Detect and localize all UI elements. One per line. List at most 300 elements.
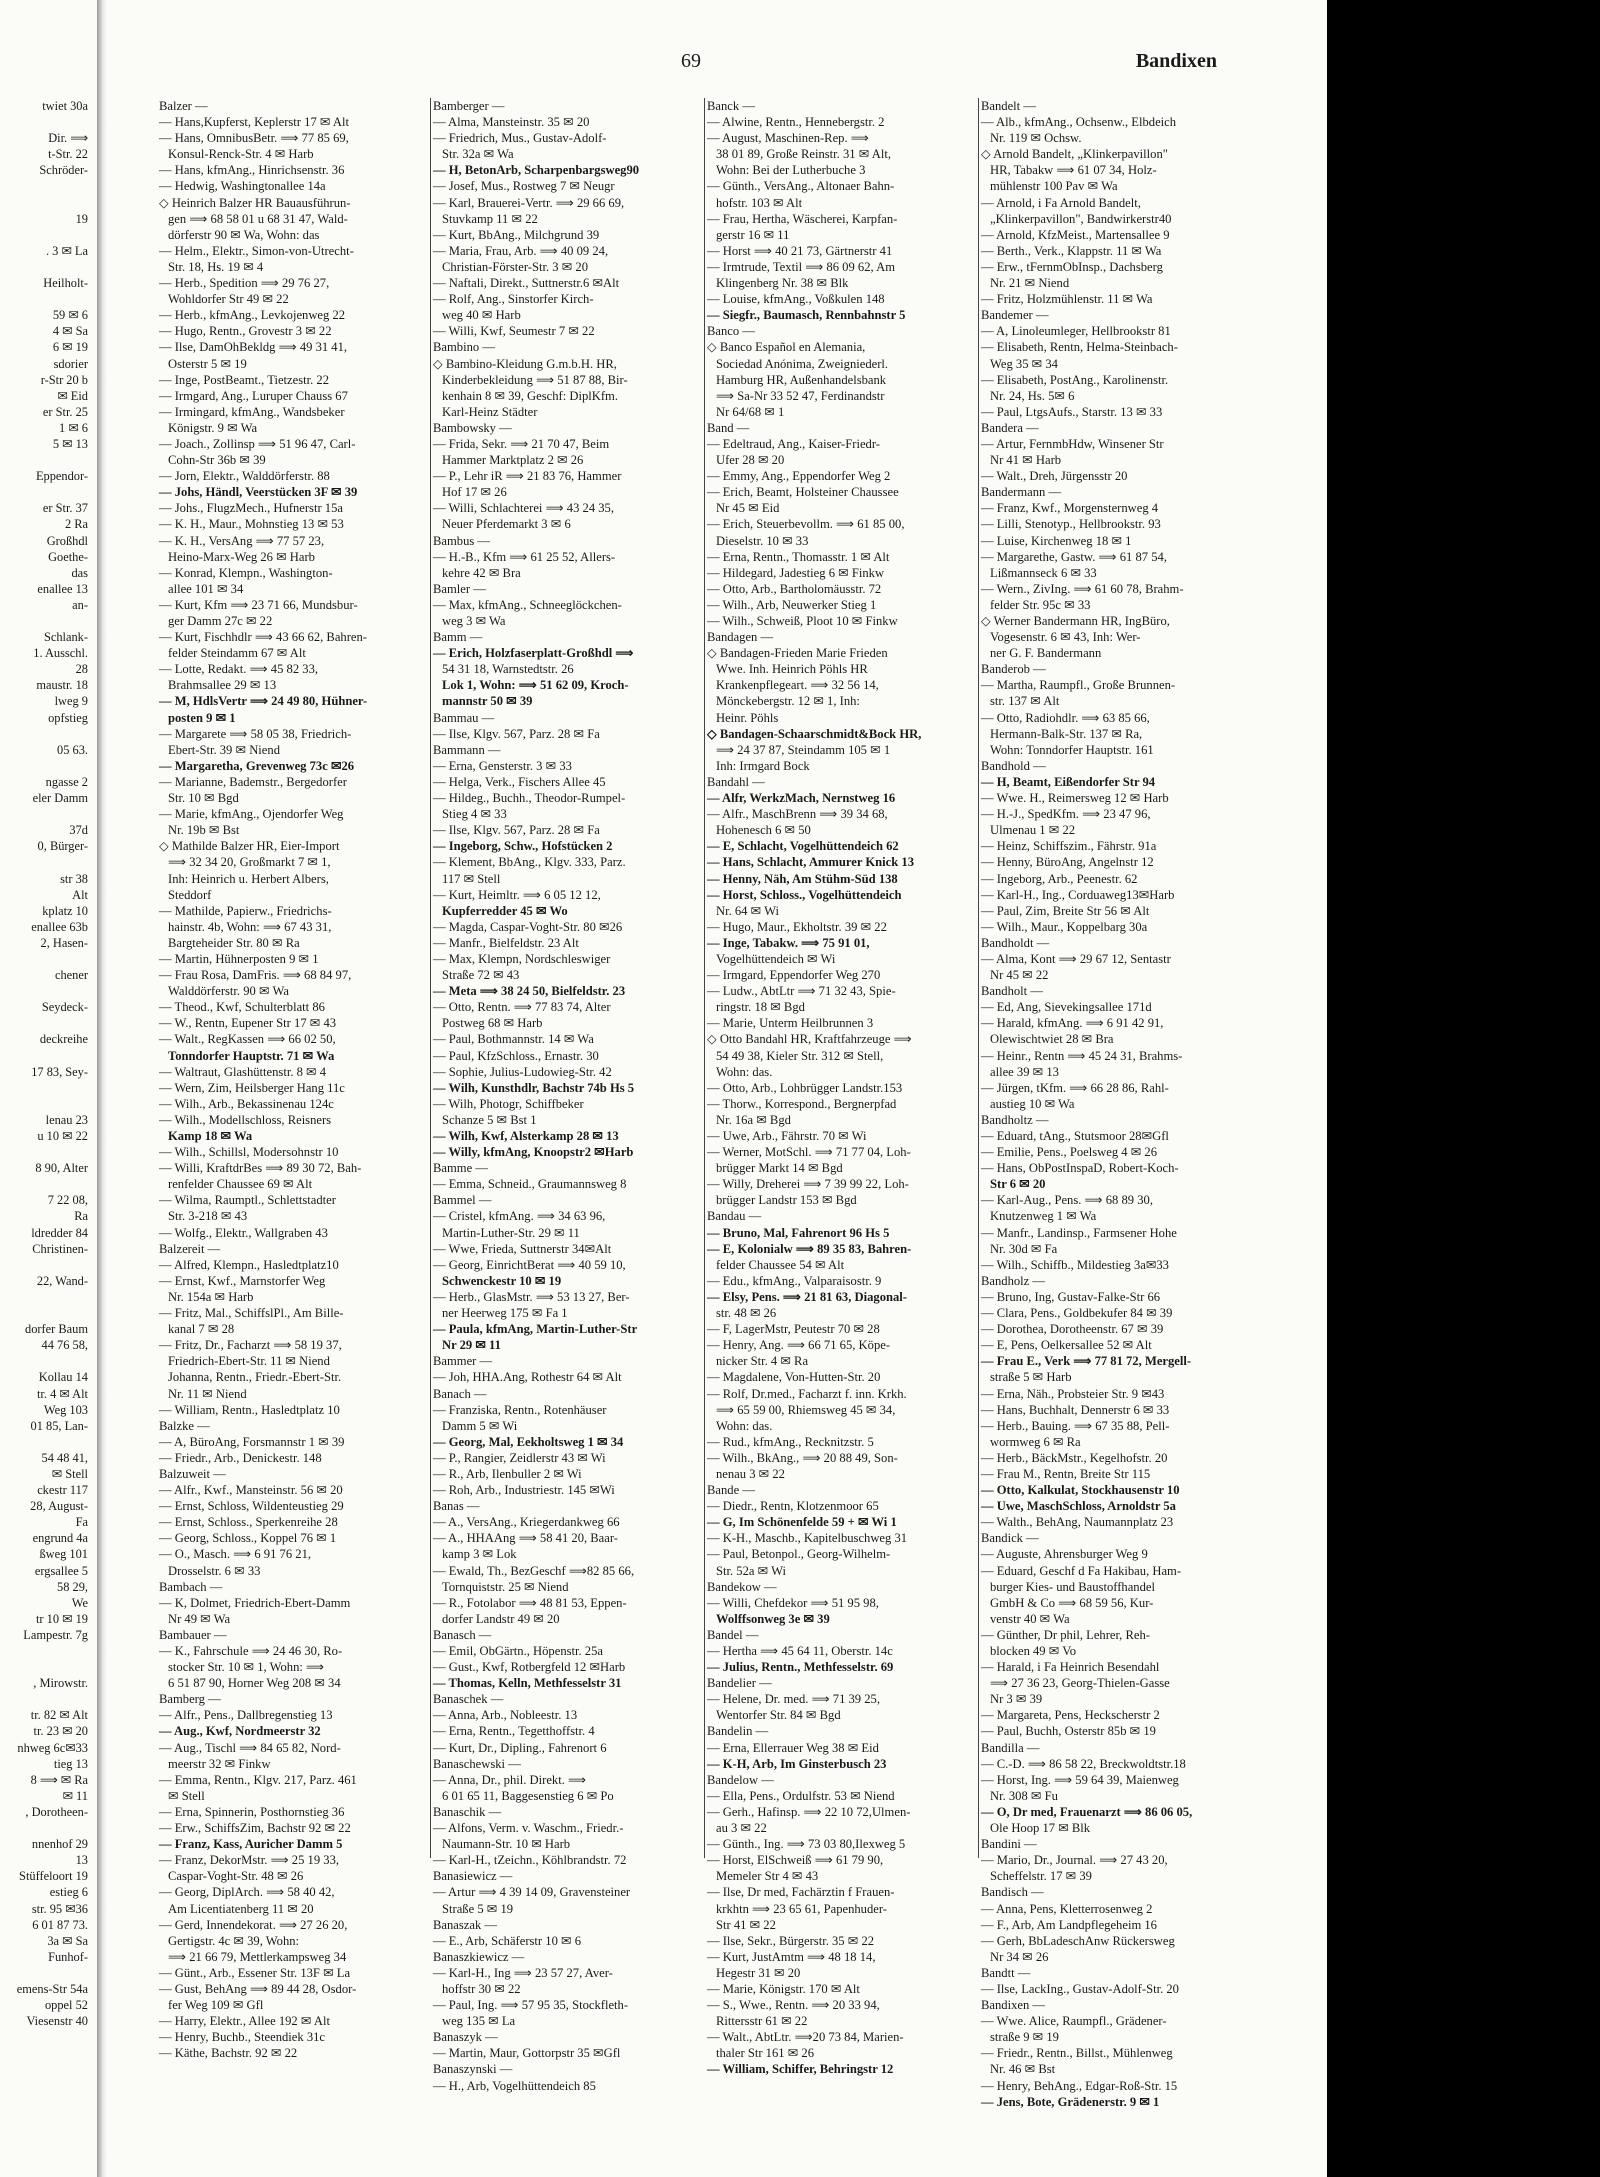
directory-entry-line: — W., Rentn, Eupener Str 17 ✉ 43 (159, 1016, 337, 1031)
fragment-line (0, 726, 92, 742)
directory-entry-line: — Wilh., BkAng., ⟹ 20 88 49, Son- (707, 1450, 898, 1465)
directory-entry-line: — Elsy, Pens. ⟹ 21 81 63, Diagonal- (707, 1289, 907, 1304)
directory-entry-line: kehre 42 ✉ Bra (442, 565, 521, 580)
directory-entry-line: Nr 34 ✉ 26 (990, 1949, 1049, 1964)
directory-entry-line: — Louise, kfmAng., Voßkulen 148 (707, 292, 885, 307)
directory-entry-line: Damm 5 ✉ Wi (442, 1418, 518, 1433)
directory-entry-line: — Ilse, Dr med, Fachärztin f Frauen- (707, 1885, 895, 1900)
directory-entry-line: Bambowsky — (433, 420, 512, 435)
directory-entry-line: — A, Linoleumleger, Hellbrookstr 81 (981, 324, 1171, 339)
directory-entry-line: — H, BetonArb, Scharpenbargsweg90 (433, 163, 640, 178)
directory-entry-line: — Karl-Aug., Pens. ⟹ 68 89 30, (981, 1193, 1153, 1208)
directory-entry-line: — Jürgen, tKfm. ⟹ 66 28 86, Rahl- (981, 1080, 1169, 1095)
directory-entry-line: Banaszkiewicz — (433, 1949, 525, 1964)
directory-entry-line: Inh: Heinrich u. Herbert Albers, (168, 871, 329, 886)
directory-entry-line: — Erna, Näh., Probsteier Str. 9 ✉43 (981, 1386, 1165, 1401)
directory-entry-line: — Frida, Sekr. ⟹ 21 70 47, Beim (433, 436, 610, 451)
fragment-line (0, 1096, 92, 1112)
directory-entry-line: — Emil, ObGärtn., Höpenstr. 25a (433, 1644, 603, 1658)
directory-entry-line: Caspar-Voght-Str. 48 ✉ 26 (168, 1869, 304, 1884)
directory-entry-line: Balzke — (159, 1418, 210, 1433)
fragment-line (0, 1015, 92, 1031)
directory-entry-line: Bamberg — (159, 1692, 221, 1707)
directory-entry-line: — A., VersAng., Kriegerdankweg 66 (433, 1515, 620, 1530)
directory-entry-line: Bandholt — (981, 984, 1043, 999)
fragment-line: maustr. 18 (36, 678, 88, 693)
directory-entry-line: Str. 3-218 ✉ 43 (168, 1209, 248, 1224)
directory-entry-line: — Thorw., Korrespond., Bergnerpfad (707, 1096, 897, 1111)
directory-entry-line: Ebert-Str. 39 ✉ Niend (168, 742, 280, 757)
directory-entry-line: — Kurt, JustAmtm ⟹ 48 18 14, (707, 1949, 876, 1964)
directory-entry-line: HR, Tabakw ⟹ 61 07 34, Holz- (990, 163, 1157, 178)
directory-entry-line: Bandtt — (981, 1965, 1031, 1980)
directory-entry-line: — Kurt, Dr., Dipling., Fahrenort 6 (433, 1740, 607, 1755)
directory-entry-line: — Artur, FernmbHdw, Winsener Str (981, 436, 1164, 451)
directory-entry-line: Bammann — (433, 742, 501, 757)
fragment-line: deckreihe (39, 1032, 88, 1047)
directory-entry-line: — Otto, Kalkulat, Stockhausenstr 10 (981, 1483, 1180, 1498)
fragment-line: 44 76 58, (41, 1338, 88, 1353)
directory-entry-line: Nr 49 ✉ Wa (168, 1611, 231, 1626)
directory-entry-line: Wwe. Inh. Heinrich Pöhls HR (716, 662, 868, 677)
directory-entry-line: ner G. F. Bandermann (990, 646, 1102, 661)
directory-column-1 (159, 98, 429, 2098)
directory-entry-line: — Fritz, Holzmühlenstr. 11 ✉ Wa (981, 292, 1153, 307)
directory-entry-line: ◇ Bandagen-Frieden Marie Frieden (707, 646, 888, 661)
fragment-line: 1. Ausschl. (33, 646, 88, 661)
directory-entry-line: — Marie, Königstr. 170 ✉ Alt (707, 1981, 860, 1996)
fragment-line: 19 (75, 211, 88, 226)
page-gutter (97, 0, 107, 2177)
directory-entry-line: — Rolf, Dr.med., Facharzt f. inn. Krkh. (707, 1386, 907, 1401)
fragment-line (0, 227, 92, 243)
directory-entry-line: — F., Arb, Am Landpflegeheim 16 (981, 1917, 1157, 1932)
directory-entry-line: — Lotte, Redakt. ⟹ 45 82 33, (159, 662, 319, 677)
directory-entry-line: kenhain 8 ✉ 39, Geschf: DiplKfm. (442, 388, 618, 403)
directory-entry-line: — Irmgard, Ang., Luruper Chauss 67 (159, 388, 348, 403)
directory-entry-line: — Ernst, Schloss, Wildenteustieg 29 (159, 1499, 344, 1514)
directory-entry-line: — Max, kfmAng., Schneeglöckchen- (433, 597, 622, 612)
fragment-line: Weg 103 (43, 1402, 88, 1417)
directory-entry-line: Naumann-Str. 10 ✉ Harb (442, 1837, 571, 1852)
fragment-line: Heilholt- (43, 276, 88, 291)
directory-entry-line: — Helga, Verk., Fischers Allee 45 (433, 774, 606, 789)
directory-entry-line: — Ella, Pens., Ordulfstr. 53 ✉ Niend (707, 1788, 895, 1803)
directory-entry-line: — A, BüroAng, Forsmannstr 1 ✉ 39 (159, 1434, 345, 1449)
directory-entry-line: — Herb., kfmAng., Levkojenweg 22 (159, 308, 346, 323)
directory-entry-line: Banco — (707, 324, 755, 339)
fragment-line: Schröder- (39, 163, 88, 178)
directory-entry-line: Bandilla — (981, 1740, 1040, 1755)
directory-entry-line: — Gerd, Innendekorat. ⟹ 27 26 20, (159, 1917, 348, 1932)
fragment-line: 22, Wand- (36, 1273, 88, 1288)
directory-entry-line: — Ilse, Klgv. 567, Parz. 28 ✉ Fa (433, 823, 600, 838)
directory-entry-line: — Erich, Beamt, Holsteiner Chaussee (707, 485, 899, 500)
directory-entry-line: GmbH & Co ⟹ 68 59 56, Kur- (990, 1595, 1154, 1610)
fragment-line: enallee 63b (31, 919, 88, 934)
column-rule (978, 98, 979, 1858)
directory-entry-line: wormweg 6 ✉ Ra (990, 1434, 1081, 1449)
directory-entry-line: — A., HHAAng ⟹ 58 41 20, Baar- (433, 1531, 619, 1546)
fragment-line: lenau 23 (45, 1112, 88, 1127)
fragment-line: str 38 (60, 871, 88, 886)
directory-entry-line: Kupferredder 45 ✉ Wo (442, 903, 568, 918)
fragment-line: Ra (74, 1209, 88, 1224)
directory-entry-line: Königstr. 9 ✉ Wa (168, 420, 258, 435)
directory-entry-line: — Jens, Bote, Grädenerstr. 9 ✉ 1 (981, 2094, 1160, 2109)
directory-entry-line: — Henry, Buchb., Steendiek 31c (159, 2030, 326, 2045)
directory-entry-line: — Julius, Rentn., Methfesselstr. 69 (707, 1660, 894, 1675)
directory-entry-line: Bandholtz — (981, 1112, 1049, 1127)
directory-entry-line: Wohn: Tonndorfer Hauptstr. 161 (990, 742, 1154, 757)
directory-entry-line: — Werner, MotSchl. ⟹ 71 77 04, Loh- (707, 1145, 911, 1160)
directory-entry-line: gen ⟹ 68 58 01 u 68 31 47, Wald- (168, 211, 348, 226)
directory-entry-line: — Cristel, kfmAng. ⟹ 34 63 96, (433, 1209, 606, 1224)
directory-entry-line: Balzereit — (159, 1241, 221, 1256)
directory-entry-line: — Ilse, Klgv. 567, Parz. 28 ✉ Fa (433, 726, 600, 741)
page-header (0, 50, 1327, 84)
directory-entry-line: — Erna, Ellerrauer Weg 38 ✉ Eid (707, 1740, 879, 1755)
directory-entry-line: Nr. 11 ✉ Niend (168, 1386, 247, 1401)
fragment-line: ergsallee 5 (34, 1563, 88, 1578)
directory-entry-line: — Georg, DiplArch. ⟹ 58 40 42, (159, 1885, 335, 1900)
directory-entry-line: ⟹ Sa-Nr 33 52 47, Ferdinandstr (716, 388, 885, 403)
directory-entry-line: kamp 3 ✉ Lok (442, 1547, 517, 1562)
fragment-line: We (71, 1595, 88, 1610)
directory-entry-line: — Franz, Kass, Auricher Damm 5 (159, 1837, 343, 1852)
fragment-line: Christinen- (32, 1241, 88, 1256)
directory-entry-line: — Diedr., Rentn, Klotzenmoor 65 (707, 1499, 879, 1514)
directory-entry-line: — Ernst, Kwf., Marnstorfer Weg (159, 1273, 326, 1288)
fragment-line: 8 ⟹ ✉ Ra (30, 1772, 88, 1787)
directory-entry-line: — Georg, Mal, Eekholtsweg 1 ✉ 34 (433, 1434, 624, 1449)
directory-entry-line: 6 01 65 11, Baggesenstieg 6 ✉ Po (442, 1788, 614, 1803)
directory-entry-line: Nr. 19b ✉ Bst (168, 823, 240, 838)
directory-entry-line: Banaschik — (433, 1804, 502, 1819)
directory-entry-line: Bargteheider Str. 80 ✉ Ra (168, 935, 300, 950)
fragment-line (0, 806, 92, 822)
directory-entry-line: Hamburg HR, Außenhandelsbank (716, 372, 887, 387)
directory-entry-line: — Manfr., Landinsp., Farmsener Hohe (981, 1225, 1177, 1240)
directory-entry-line: Bambino — (433, 340, 495, 355)
fragment-line: 17 83, Sey- (31, 1064, 88, 1079)
directory-entry-line: — Sophie, Julius-Ludowieg-Str. 42 (433, 1064, 612, 1079)
fragment-line (0, 1289, 92, 1305)
directory-entry-line: 54 31 18, Warnstedtstr. 26 (442, 662, 574, 677)
directory-entry-line: — Aug., Kwf, Nordmeerstr 32 (159, 1724, 321, 1739)
directory-entry-line: Nr. 21 ✉ Niend (990, 276, 1070, 291)
fragment-line (0, 854, 92, 870)
directory-entry-line: — Otto, Rentn. ⟹ 77 83 74, Alter (433, 1000, 611, 1015)
directory-entry-line: Stieg 4 ✉ 33 (442, 807, 507, 822)
fragment-line: Eppendor- (35, 469, 88, 484)
fragment-line (0, 613, 92, 629)
directory-entry-line: — Thomas, Kelln, Methfesselstr 31 (433, 1676, 622, 1691)
column-rule (430, 98, 431, 1858)
directory-entry-line: Krankenpflegeart. ⟹ 32 56 14, (716, 678, 879, 693)
fragment-line: 7 22 08, (47, 1193, 88, 1208)
directory-entry-line: — Gust, BehAng ⟹ 89 44 28, Osdor- (159, 1981, 357, 1996)
directory-entry-line: — Berth., Verk., Klappstr. 11 ✉ Wa (981, 243, 1162, 258)
directory-entry-line: — Walt., Dreh, Jürgensstr 20 (981, 469, 1128, 484)
directory-entry-line: Str. 18, Hs. 19 ✉ 4 (168, 259, 264, 274)
directory-entry-line: — Günth., Ing. ⟹ 73 03 80,Ilexweg 5 (707, 1837, 906, 1852)
directory-entry-line: — Henry, BehAng., Edgar-Roß-Str. 15 (981, 2078, 1178, 2093)
directory-entry-line: — Herb., Spedition ⟹ 29 76 27, (159, 276, 330, 291)
directory-entry-line: — Wern, Zim, Heilsberger Hang 11c (159, 1080, 345, 1095)
directory-entry-line: Banaszyk — (433, 2030, 498, 2045)
fragment-line (0, 1305, 92, 1321)
directory-entry-line: — H.-J., SpedKfm. ⟹ 23 47 96, (981, 807, 1151, 822)
fragment-line (0, 1965, 92, 1981)
directory-entry-line: — Paul, KfzSchloss., Ernastr. 30 (433, 1048, 599, 1063)
directory-entry-line: Am Licentiatenberg 11 ✉ 20 (168, 1901, 314, 1916)
directory-entry-line: — Alb., kfmAng., Ochsenw., Elbdeich (981, 115, 1177, 130)
directory-entry-line: Kamp 18 ✉ Wa (168, 1129, 253, 1143)
fragment-line: 4 ✉ Sa (52, 324, 88, 339)
fragment-line: Alt (72, 887, 88, 902)
directory-entry-line: — Paul, Buchh, Osterstr 85b ✉ 19 (981, 1724, 1156, 1739)
directory-entry-line: Kinderbekleidung ⟹ 51 87 88, Bir- (442, 372, 628, 387)
directory-entry-line: — Henny, Näh, Am Stühm-Süd 138 (707, 871, 898, 886)
directory-entry-line: — Willy, Dreherei ⟹ 7 39 99 22, Loh- (707, 1177, 909, 1192)
directory-entry-line: Bande — (707, 1483, 755, 1498)
fragment-line: er Str. 25 (42, 404, 88, 419)
directory-entry-line: — Wilh, Kunsthdlr, Bachstr 74b Hs 5 (433, 1080, 635, 1095)
directory-entry-line: — Frau M., Rentn, Breite Str 115 (981, 1466, 1151, 1481)
fragment-line: r-Str 20 b (40, 372, 88, 387)
directory-entry-line: Hammer Marktplatz 2 ✉ 26 (442, 453, 584, 468)
directory-entry-line: — Artur ⟹ 4 39 14 09, Gravensteiner (433, 1885, 631, 1900)
directory-entry-line: burger Kies- und Baustoffhandel (990, 1579, 1155, 1594)
fragment-line: t-Str. 22 (48, 147, 88, 162)
directory-entry-line: — Edu., kfmAng., Valparaisostr. 9 (707, 1273, 882, 1288)
fragment-line (0, 951, 92, 967)
directory-entry-line: — Eduard, Geschf d Fa Hakibau, Ham- (981, 1563, 1182, 1578)
directory-entry-line: Bandemer — (981, 308, 1049, 323)
directory-entry-line: posten 9 ✉ 1 (168, 710, 236, 725)
directory-entry-line: Hermann-Balk-Str. 137 ✉ Ra, (990, 726, 1143, 741)
directory-entry-line: — Ilse, LackIng., Gustav-Adolf-Str. 20 (981, 1981, 1179, 1996)
directory-entry-line: — Wwe. H., Reimersweg 12 ✉ Harb (981, 791, 1169, 806)
directory-entry-line: stocker Str. 10 ✉ 1, Wohn: ⟹ (168, 1660, 325, 1675)
directory-entry-line: — Mathilde, Papierw., Friedrichs- (159, 903, 332, 918)
directory-entry-line: — Uwe, MaschSchloss, Arnoldstr 5a (981, 1499, 1176, 1514)
directory-entry-line: Bambus — (433, 533, 491, 548)
directory-entry-line: — Frau, Hertha, Wäscherei, Karpfan- (707, 211, 898, 226)
directory-entry-line: Str. 52a ✉ Wi (716, 1563, 786, 1578)
directory-entry-line: — Georg, Schloss., Koppel 76 ✉ 1 (159, 1531, 337, 1546)
directory-entry-line: Ufer 28 ✉ 20 (716, 453, 785, 468)
directory-entry-line: felder Str. 95c ✉ 33 (990, 597, 1091, 612)
directory-entry-line: — Marie, Unterm Heilbrunnen 3 (707, 1016, 874, 1031)
directory-entry-line: ⟹ 24 37 87, Steindamm 105 ✉ 1 (716, 742, 891, 757)
fragment-line: str. 95 ✉36 (31, 1901, 88, 1916)
directory-entry-line: ◇ Bandagen-Schaarschmidt&Bock HR, (707, 726, 922, 741)
directory-entry-line: Wohn: Bei der Lutherbuche 3 (716, 163, 866, 178)
directory-entry-line: thaler Str 161 ✉ 26 (716, 2046, 814, 2061)
directory-entry-line: — Emma, Rentn., Klgv. 217, Parz. 461 (159, 1772, 357, 1787)
fragment-line: lweg 9 (54, 694, 88, 709)
fragment-line: engrund 4a (32, 1531, 88, 1546)
directory-entry-line: Konsul-Renck-Str. 4 ✉ Harb (168, 147, 314, 162)
fragment-line (0, 983, 92, 999)
directory-entry-line: Bandelt — (981, 99, 1036, 113)
directory-entry-line: — Friedr., Arb., Denickestr. 148 (159, 1450, 322, 1465)
directory-entry-line: — Erich, Holzfaserplatt-Großhdl ⟹ (433, 646, 634, 661)
directory-entry-line: hofstr. 103 ✉ Alt (716, 195, 803, 210)
directory-entry-line: 38 01 89, Große Reinstr. 31 ✉ Alt, (716, 147, 891, 162)
fragment-line: nhweg 6c✉33 (17, 1740, 88, 1755)
directory-entry-line: Ulmenau 1 ✉ 22 (990, 823, 1076, 838)
fragment-line: Goethe- (48, 549, 88, 564)
directory-entry-line: Memeler Str 4 ✉ 43 (716, 1869, 819, 1884)
directory-entry-line: Johanna, Rentn., Friedr.-Ebert-Str. (168, 1370, 342, 1385)
fragment-line (0, 1144, 92, 1160)
fragment-line: , Mirowstr. (33, 1676, 88, 1691)
directory-entry-line: austieg 10 ✉ Wa (990, 1096, 1075, 1111)
directory-entry-line: — Erna, Rentn., Thomasstr. 1 ✉ Alt (707, 549, 890, 564)
page-number: 69 (681, 50, 701, 72)
directory-entry-line: Schanze 5 ✉ Bst 1 (442, 1112, 537, 1127)
fragment-line (0, 758, 92, 774)
directory-entry-line: — Rolf, Ang., Sinstorfer Kirch- (433, 292, 594, 307)
directory-entry-line: — Franz, DekorMstr. ⟹ 25 19 33, (159, 1853, 340, 1868)
directory-entry-line: — Wilh., Maur., Koppelbarg 30a (981, 919, 1148, 934)
directory-entry-line: felder Chaussee 54 ✉ Alt (716, 1257, 845, 1272)
directory-entry-line: — Friedr., Rentn., Billst., Mühlenweg (981, 2046, 1173, 2061)
directory-entry-line: — Martha, Raumpfl., Große Brunnen- (981, 678, 1176, 693)
directory-entry-line: Vogesenstr. 6 ✉ 43, Inh: Wer- (990, 630, 1141, 645)
directory-entry-line: — Henny, BüroAng, Angelnstr 12 (981, 855, 1154, 870)
directory-entry-line: — Ernst, Schloss., Sperkenreihe 28 (159, 1515, 338, 1530)
directory-entry-line: — Wolfg., Elektr., Wallgraben 43 (159, 1225, 328, 1240)
directory-entry-line: ◇ Arnold Bandelt, „Klinkerpavillon" (981, 147, 1168, 162)
fragment-line: 37d (69, 823, 88, 838)
directory-entry-line: — Hans, kfmAng., Hinrichsenstr. 36 (159, 163, 345, 178)
directory-entry-line: — Walth., BehAng, Naumannplatz 23 (981, 1515, 1174, 1530)
directory-entry-line: — Alfr, WerkzMach, Nernstweg 16 (707, 791, 896, 806)
directory-entry-line: — Friedrich, Mus., Gustav-Adolf- (433, 131, 607, 146)
fragment-line: 28 (75, 662, 88, 677)
directory-entry-line: — K, Dolmet, Friedrich-Ebert-Damm (159, 1595, 351, 1610)
fragment-line: 2 Ra (64, 517, 88, 532)
directory-entry-line: Banaschek — (433, 1692, 504, 1707)
directory-entry-line: ◇ Otto Bandahl HR, Kraftfahrzeuge ⟹ (707, 1032, 912, 1047)
directory-entry-line: — Paul, Zim, Breite Str 56 ✉ Alt (981, 903, 1150, 918)
directory-entry-line: Friedrich-Ebert-Str. 11 ✉ Niend (168, 1354, 330, 1369)
directory-entry-line: kanal 7 ✉ 28 (168, 1322, 235, 1337)
directory-entry-line: — Fritz, Dr., Facharzt ⟹ 58 19 37, (159, 1338, 342, 1353)
directory-entry-line: — Fritz, Mal., SchiffslPl., Am Bille- (159, 1306, 344, 1321)
directory-entry-line: — Hedwig, Washingtonallee 14a (159, 179, 326, 194)
directory-entry-line: — Anna, Pens, Kletterrosenweg 2 (981, 1901, 1153, 1916)
directory-entry-line: — Maria, Frau, Arb. ⟹ 40 09 24, (433, 243, 609, 258)
directory-entry-line: Steddorf (168, 887, 212, 902)
directory-entry-line: mühlenstr 100 Pav ✉ Wa (990, 179, 1118, 194)
directory-entry-line: — Emmy, Ang., Eppendorfer Weg 2 (707, 469, 891, 484)
fragment-line: Stüffeloort 19 (19, 1869, 88, 1884)
fragment-line: Funhof- (48, 1949, 88, 1964)
directory-entry-line: ⟹ 21 66 79, Mettlerkampsweg 34 (168, 1949, 347, 1964)
directory-entry-line: Mönckebergstr. 12 ✉ 1, Inh: (716, 694, 860, 709)
directory-entry-line: — Helm., Elektr., Simon-von-Utrecht- (159, 243, 354, 258)
directory-entry-line: venstr 40 ✉ Wa (990, 1611, 1070, 1626)
directory-entry-line: hainstr. 4b, Wohn: ⟹ 67 43 31, (168, 919, 332, 934)
directory-entry-line: — Hans, Buchhalt, Dennerstr 6 ✉ 33 (981, 1402, 1170, 1417)
directory-entry-line: Bandisch — (981, 1885, 1044, 1900)
fragment-line (0, 1080, 92, 1096)
directory-entry-line: Wohldorfer Str 49 ✉ 22 (168, 292, 289, 307)
directory-entry-line: — Alfr., MaschBrenn ⟹ 39 34 68, (707, 807, 888, 822)
directory-entry-line: Nr. 154a ✉ Harb (168, 1289, 254, 1304)
directory-entry-line: — Alma, Kont ⟹ 29 67 12, Sentastr (981, 951, 1171, 966)
directory-entry-line: Str. 32a ✉ Wa (442, 147, 514, 162)
fragment-line: opfstieg (48, 710, 88, 725)
directory-entry-line: Bandini — (981, 1837, 1037, 1852)
directory-entry-line: Nr 64/68 ✉ 1 (716, 404, 785, 419)
directory-entry-line: — Siegfr., Baumasch, Rennbahnstr 5 (707, 308, 906, 323)
directory-entry-line: nicker Str. 4 ✉ Ra (716, 1354, 809, 1369)
directory-entry-line: — Luise, Kirchenweg 18 ✉ 1 (981, 533, 1132, 548)
directory-entry-line: Banas — (433, 1499, 480, 1514)
directory-entry-line: straße 9 ✉ 19 (990, 2030, 1059, 2045)
directory-entry-line: ◇ Bambino-Kleidung G.m.b.H. HR, (433, 356, 617, 371)
fragment-line: , Dorotheen- (25, 1804, 88, 1819)
fragment-line (0, 1691, 92, 1707)
directory-entry-line: Drosselstr. 6 ✉ 33 (168, 1563, 261, 1578)
directory-entry-line: Scheffelstr. 17 ✉ 39 (990, 1869, 1092, 1884)
directory-entry-line: — Eduard, tAng., Stutsmoor 28✉Gfl (981, 1129, 1169, 1143)
directory-entry-line: — Wwe. Alice, Raumpfl., Grädener- (981, 2014, 1167, 2029)
directory-entry-line: — Heinz, Schiffszim., Fährstr. 91a (981, 839, 1157, 854)
directory-entry-line: Bandelin — (707, 1724, 769, 1739)
directory-entry-line: — William, Rentn., Hasledtplatz 10 (159, 1402, 340, 1417)
directory-entry-line: — Alfred, Klempn., Hasledtplatz10 (159, 1257, 339, 1272)
fragment-line: ldredder 84 (31, 1225, 88, 1240)
fragment-line: kplatz 10 (42, 903, 88, 918)
directory-entry-line: Nr 45 ✉ Eid (716, 501, 780, 516)
directory-entry-line: Bandekow — (707, 1579, 777, 1594)
directory-entry-line: Bandera — (981, 420, 1039, 435)
directory-entry-line: — E., Arb, Schäferstr 10 ✉ 6 (433, 1933, 582, 1948)
fragment-line: 05 63. (57, 742, 88, 757)
directory-entry-line: — Bruno, Ing, Gustav-Falke-Str 66 (981, 1289, 1161, 1304)
directory-entry-line: — K-H, Arb, Im Ginsterbusch 23 (707, 1756, 887, 1771)
fragment-line: ✉ Eid (57, 388, 88, 403)
directory-entry-line: ◇ Heinrich Balzer HR Bauausführun- (159, 195, 351, 210)
directory-entry-line: Bamberger — (433, 99, 505, 113)
directory-entry-line: Nr. 64 ✉ Wi (716, 903, 779, 918)
directory-entry-line: — Elisabeth, Rentn, Helma-Steinbach- (981, 340, 1178, 355)
directory-entry-line: — Paul, Betonpol., Georg-Wilhelm- (707, 1547, 891, 1562)
directory-entry-line: — Arnold, KfzMeist., Martensallee 9 (981, 227, 1170, 242)
directory-entry-line: Heinr. Pöhls (716, 710, 779, 725)
fragment-line: chener (54, 968, 88, 983)
fragment-line: . 3 ✉ La (45, 243, 88, 258)
directory-entry-line: — Auguste, Ahrensburger Weg 9 (981, 1547, 1148, 1562)
directory-entry-line: weg 40 ✉ Harb (442, 308, 521, 323)
directory-entry-line: — Roh, Arb., Industriestr. 145 ✉Wi (433, 1483, 615, 1498)
directory-entry-line: Nr. 24, Hs. 5✉ 6 (990, 388, 1075, 403)
fragment-line: Schlank- (43, 630, 88, 645)
fragment-line (0, 178, 92, 194)
directory-entry-line: — Arnold, i Fa Arnold Bandelt, (981, 195, 1141, 210)
fragment-line: 2, Hasen- (40, 935, 88, 950)
directory-entry-line: — Wilh., Schweiß, Ploot 10 ✉ Finkw (707, 614, 898, 628)
directory-entry-line: — Karl-H., Ing., Corduaweg13✉Harb (981, 887, 1175, 902)
previous-page-column-fragment (0, 98, 92, 2098)
